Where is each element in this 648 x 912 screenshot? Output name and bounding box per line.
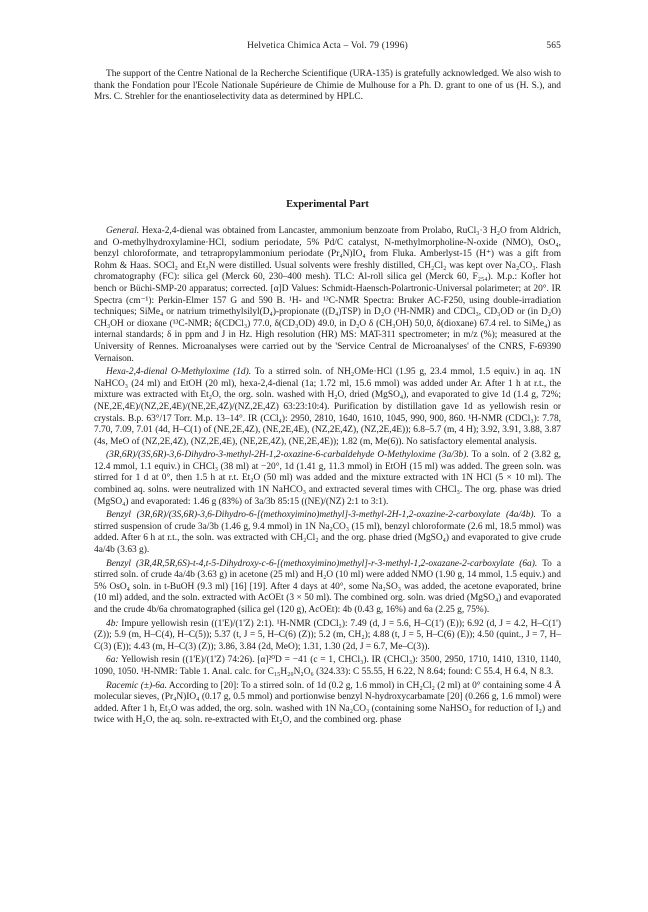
paragraph-lead: Benzyl (3R,6R)/(3S,6R)-3,6-Dihydro-6-[(methoxyimino)methyl]-3-methyl-2H-1,2-oxazine-2-carboxylate (4a/4b). — [106, 510, 536, 521]
paragraph-lead: Hexa-2,4-dienal O-Methyloxime (1d). — [106, 367, 252, 378]
section-title: Experimental Part — [286, 199, 369, 210]
paragraph-text: Yellowish resin ((1'E)/(1'Z) 74:26). [α]²⁰D = −41 (c = 1, CHCl₃). IR (CHCl₃): 3500, 2950, 1710, 1410, 1310, 1140, 1090, 1050. ¹H-NMR: Table 1. Anal. calc. for C₁₅H₂₀N₂O₆ (324.33): C 55.55, H 6.22, N 8.64; found: C 55.4, H 6.4, N 8.3. — [94, 655, 561, 677]
paragraph-text: To a stirred suspension of crude 3a/3b (1.46 g, 9.4 mmol) in 1N Na₂CO₃ (15 ml), benzyl chloroformate (2.6 ml, 18.5 mmol) was added. After 6 h at r.t., the soln. was extracted with CH₂Cl₂ and the org. phase dried (MgSO₄) and evaporated to give crude 4a/4b (3.63 g). — [94, 510, 561, 556]
journal-title: Helvetica Chimica Acta – Vol. 79 (1996) — [247, 41, 408, 51]
paragraph-lead: General. — [106, 226, 140, 236]
experimental-body — [94, 224, 561, 727]
acknowledgement-block — [94, 69, 561, 104]
paragraph — [94, 559, 561, 617]
paragraph-text: To a soln. of 2 (3.82 g, 12.4 mmol, 1.1 equiv.) in CHCl₃ (38 ml) at −20°, 1d (1.41 g, 11.3 mmol) in EtOH (15 ml) was added. The green soln. was stirred for 1 d at 0°, then 1.5 h at r.t. Et₂O (50 ml) was added and the mixture extracted with 1N HCl (5 × 10 ml). The combined aq. solns. were neutralized with 1N NaHCO₃ and extracted several times with CHCl₃. The org. phase was dried (MgSO₄) and evaporated: 1.46 g (83%) of 3a/3b 85:15 ((NE)/(NZ) 2:1 to 3:1). — [94, 450, 562, 507]
running-header — [94, 41, 561, 55]
paragraph-lead: 6a: — [106, 655, 119, 666]
paragraph-text: Hexa-2,4-dienal was obtained from Lancaster, ammonium benzoate from Prolabo, RuCl₃·3 H₂O from Aldrich, and O-methylhydroxylamine·HCl, sodium periodate, 5% Pd/C catalyst, N-methylmorpholine-N-oxide (NMO), OsO₄, benzyl chloroformate, and tetrapropylammonium periodate (Pr₄N)IO₄ from Fluka. Amberlyst-15 (H⁺) was a gift from Rohm & Haas. SOCl₂ and Et₃N were distilled. Usual solvents were freshly distilled, CH₂Cl₂ was kept over Na₂CO₃. Flash chromatography (FC): silica gel (Merck 60, 230–400 mesh). TLC: Al-roll silica gel (Merck 60, F₂₅₄). M.p.: Kofler hot bench or Büchi-SMP-20 apparatus; corrected. [α]D Values: Schmidt-Haensch-Polartronic-Universal polarimeter; at 20°. IR Spectra (cm⁻¹): Perkin-Elmer 157 G and 590 B. ¹H- and ¹³C-NMR Spectra: Bruker AC-F250, using double-irradiation techniques; SiMe₄ or natrium trimethylsilyl(D₄)-propionate ((D₄)TSP) in D₂O (¹H-NMR) and CDCl₃, CD₃OD or (in D₂O) CH₃OH or dioxane (¹³C-NMR; δ(CDCl₃) 77.0, δ(CD₃OD) 49.0, in D₂O δ (CH₃OH) 50,0, δ(dioxane) 67.4 rel. to SiMe₄) as internal standards; δ in ppm and J in Hz. High resolution (HR) MS: MAT-311 spectrometer; in m/z (%); measured at the University of Rennes. Microanalyses were carried out by the 'Service Central de Microanalyses' of the CNRS, F-69390 Vernaison. — [94, 226, 561, 364]
paragraph — [94, 450, 561, 508]
paragraph-lead: 4b: — [106, 618, 119, 629]
paragraph-lead: Racemic (±)-6a. — [106, 680, 167, 691]
acknowledgement-text: The support of the Centre National de la Recherche Scientifique (URA-135) is gratefully acknowledged. We also wish to thank the Fondation pour l'Ecole Nationale Supérieure de Chimie de Mulhouse for a Ph. D. grant to one of us (H. S.), and Mrs. C. Strehler for the enantioselectivity data as determined by HPLC. — [94, 69, 561, 103]
paragraph-text: Impure yellowish resin ((1'E)/(1'Z) 2:1). ¹H-NMR (CDCl₃): 7.49 (d, J = 5.6, H–C(1') (E)); 6.92 (d, J = 4.2, H–C(1') (Z)); 5.9 (m, H–C(4), H–C(5)); 5.37 (t, J = 5, H–C(6) (Z)); 5.2 (m, CH₂); 4.88 (t, J = 5, H–C(6) (E)); 4.50 (quint., J = 7, H–C(3) (E)); 4.43 (m, H–C(3) (Z)); 3.86, 3.84 (2d, MeO); 1.31, 1.30 (2d, J = 6.7, Me–C(3)). — [94, 618, 561, 652]
page-number: 565 — [546, 41, 561, 51]
paragraph — [94, 681, 561, 727]
paragraph-text: To a stirred soln. of NH₂OMe·HCl (1.95 g, 23.4 mmol, 1.5 equiv.) in aq. 1N NaHCO₃ (24 ml) and EtOH (20 ml), hexa-2,4-dienal (1a; 1.72 ml, 15.6 mmol) was added under Ar. After 1 h at r.t., the mixture was extracted with Et₂O, the org. soln. washed with H₂O, dried (MgSO₄), and evaporated to give 1d (1.4 g, 72%; (NE,2E,4E)/(NZ,2E,4E)/(NE,2E,4Z)/(NZ,2E,4Z) 63:23:10:4). Purification by distillation gave 1d as yellowish resin or crystals. B.p. 63°/17 Torr. M.p. 13–14°. IR (CCl₄): 2950, 2810, 1640, 1610, 1045, 990, 900, 860. ¹H-NMR (CDCl₃): 7.78, 7.70, 7.09, 7.01 (4d, H–C(1) of (NE,2E,4Z), (NE,2E,4E), (NZ,2E,4Z), (NZ,2E,4E)); 6.8–5.7 (m, 4 H); 3.92, 3.91, 3.88, 3.87 (4s, MeO of (NZ,2E,4Z), (NZ,2E,4E), (NE,2E,4Z), (NE,2E,4E)); 1.82 (m, Me(6)). No satisfactory elemental analysis. — [94, 367, 561, 447]
paragraph-lead: (3R,6R)/(3S,6R)-3,6-Dihydro-3-methyl-2H-1,2-oxazine-6-carbaldehyde O-Methyloxime (3a/3b). — [106, 450, 469, 461]
paragraph — [94, 510, 561, 556]
paragraph-lead: Benzyl (3R,4R,5R,6S)-t-4,t-5-Dihydroxy-c-6-[(methoxyimino)methyl]-r-3-methyl-1,2-oxazane-2-carboxylate (6a). — [106, 558, 538, 569]
paragraph — [94, 367, 561, 448]
paragraph — [94, 655, 561, 678]
paragraph — [94, 619, 561, 654]
paragraph-text: To a stirred soln. of crude 4a/4b (3.63 g) in acetone (25 ml) and H₂O (10 ml) were added NMO (1.90 g, 14 mmol, 1.5 equiv.) and 5% OsO₄ soln. in t-BuOH (9.3 ml) [16] [19]. After 4 days at 40°, some Na₂SO₃ was added, the acetone evaporated, brine (10 ml) added, and the soln. extracted with AcOEt (3 × 50 ml). The combined org. soln. was dried (MgSO₄) and evaporated and the crude 4b/6a chromatographed (silica gel (120 g), AcOEt): 4b (0.43 g, 16%) and 6a (2.25 g, 75%). — [94, 558, 561, 615]
paragraph — [94, 226, 561, 365]
paragraph-text: According to [20]: To a stirred soln. of 1d (0.2 g, 1.6 mmol) in CH₂Cl₂ (2 ml) at 0° containing some 4 Å molecular sieves, (Pr₄N)IO₄ (0.17 g, 0.5 mmol) and portionwise benzyl N-hydroxycarbamate [20] (0.266 g, 1.6 mmol) were added. After 1 h, Et₂O was added, the org. soln. washed with 1N Na₂CO₃ (containing some NaHSO₃ for reduction of I₂) and twice with H₂O, the aq. soln. re-extracted with Et₂O, and the combined org. phase — [94, 680, 561, 726]
